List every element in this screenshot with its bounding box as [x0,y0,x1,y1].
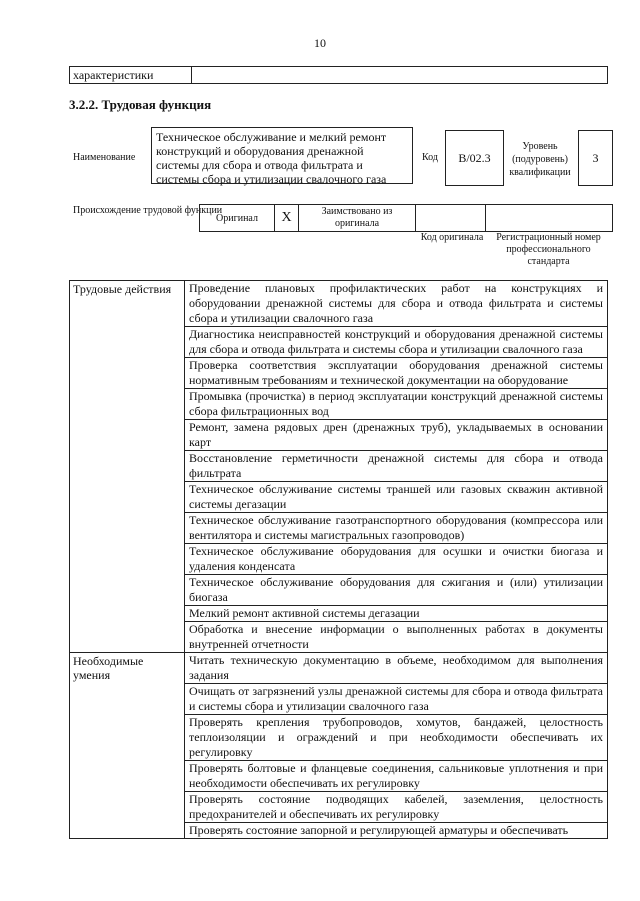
table-item: Обработка и внесение информации о выполненных работах в документы внутренней отчетности [185,621,607,652]
function-table [69,280,608,839]
table-item: Проверять состояние запорной и регулирующей арматуры и обеспечивать [185,822,607,838]
characteristics-row [69,66,608,84]
table-item: Техническое обслуживание системы траншей или газовых скважин активной системы дегазации [185,481,607,512]
table-item: Восстановление герметичности дренажной системы для сбора и отвода фильтрата [185,450,607,481]
reg-number-caption: Регистрационный номер профессионального стандарта [496,232,601,267]
table-item: Проверка соответствия эксплуатации оборудования дренажной системы нормативным требованиям и технической документации на оборудование [185,357,607,388]
level-value: 3 [578,130,613,186]
name-label: Наименование [73,152,136,163]
original-code-caption: Код оригинала [420,232,484,243]
table-item: Техническое обслуживание газотранспортного оборудования (компрессора или вентилятора и системы магистральных газопроводов) [185,512,607,543]
group-label: Необходимые умения [70,653,185,838]
origin-label: Происхождение трудовой функции [73,205,223,216]
table-item: Мелкий ремонт активной системы дегазации [185,605,607,621]
code-label: Код [422,152,438,163]
origin-table [199,204,613,232]
table-item: Проведение плановых профилактических работ на конструкциях и оборудовании дренажной системы для сбора и отвода фильтрата и системы сбора и утилизации свалочного газа [189,281,603,325]
table-item: Диагностика неисправностей конструкций и оборудования дренажной системы для сбора и отвода фильтрата и системы сбора и утилизации свалочного газа [185,326,607,357]
page-number: 10 [314,36,326,50]
table-item: Читать техническую документацию в объеме, необходимом для выполнения задания [189,653,603,682]
function-name: Техническое обслуживание и мелкий ремонт конструкций и оборудования дренажной системы для сбора и отвода фильтрата и системы сбора и утилизации свалочного газа [151,127,413,184]
characteristics-label: характеристики [70,67,192,83]
table-item: Ремонт, замена рядовых дрен (дренажных труб), укладываемых в основании карт [185,419,607,450]
table-item: Проверять болтовые и фланцевые соединения, сальниковые уплотнения и при необходимости обеспечивать их регулировку [185,760,607,791]
table-item: Проверять крепления трубопроводов, хомутов, бандажей, целостность теплоизоляции и ограждений и при необходимости обеспечивать их регулировку [185,714,607,760]
reg-number-cell [486,205,612,231]
table-group [70,652,607,838]
original-label: Оригинал [200,205,275,231]
level-label: Уровень (подуровень) квалификации [509,141,571,178]
table-item: Техническое обслуживание оборудования для осушки и очистки биогаза и удаления конденсата [185,543,607,574]
group-items [185,281,607,652]
table-item: Техническое обслуживание оборудования для сжигания и (или) утилизации биогаза [185,574,607,605]
borrowed-label: Заимствовано из оригинала [299,205,416,231]
group-label: Трудовые действия [70,281,185,652]
section-heading: 3.2.2. Трудовая функция [69,97,212,112]
original-code-cell [416,205,486,231]
table-item: Проверять состояние подводящих кабелей, заземления, целостность предохранителей и обеспечивать их регулировку [185,791,607,822]
table-group [70,281,607,652]
original-mark: X [275,205,299,231]
group-items [185,653,607,838]
table-item: Промывка (прочистка) в период эксплуатации конструкций дренажной системы сбора фильтрационных вод [185,388,607,419]
code-value: B/02.3 [445,130,504,186]
table-item: Очищать от загрязнений узлы дренажной системы для сбора и отвода фильтрата и системы сбора и утилизации свалочного газа [185,683,607,714]
